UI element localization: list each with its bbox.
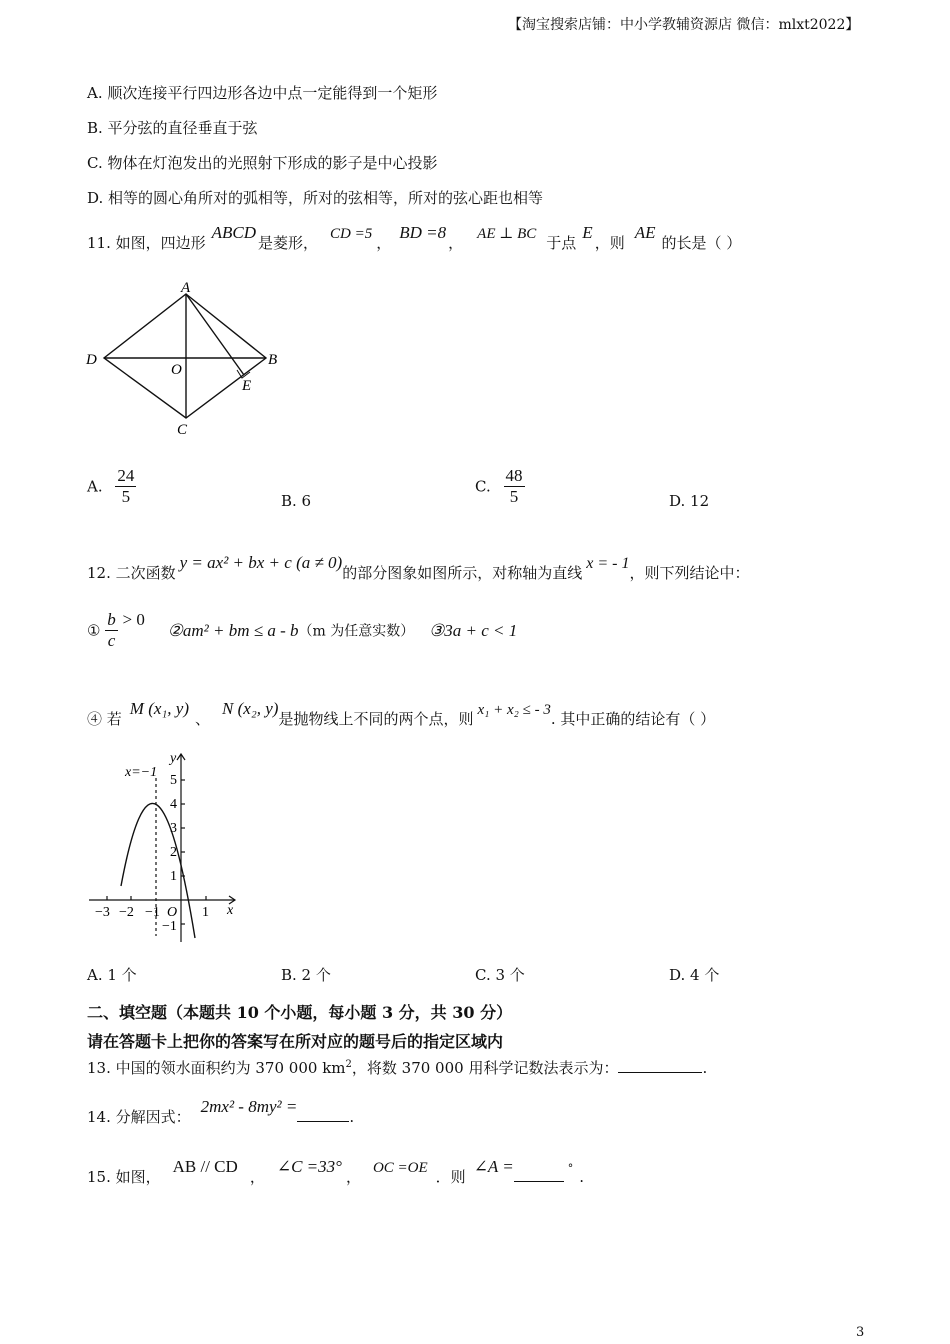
q11-option-c [475, 466, 525, 507]
q12-c4-ineq: x₁ + x₂ ≤ - 3 [477, 702, 551, 718]
y-tick-5: 5 [170, 773, 177, 788]
q10-option-a: A. 顺次连接平行四边形各边中点一定能得到一个矩形 [87, 84, 438, 102]
segment-ae [186, 294, 244, 375]
q11-then: ，则 [594, 234, 625, 252]
label-o: O [171, 362, 182, 378]
q15-parallel: AB // CD [172, 1157, 238, 1176]
q11-prefix: 11. 如图，四边形 [87, 234, 206, 252]
q12-prefix: 12. 二次函数 [87, 564, 176, 582]
q14-expr: 2mx² - 8my² = [200, 1097, 298, 1116]
q13-answer-blank[interactable] [618, 1058, 702, 1073]
q12-tail: ，则下列结论中： [629, 564, 750, 582]
q12-c4-tail: . 其中正确的结论有（ ） [550, 710, 716, 728]
q11-option-a [87, 466, 136, 507]
q15-then: ．则 [435, 1168, 466, 1186]
q15-comma1: ， [249, 1168, 265, 1186]
q12-conclusions-123 [87, 610, 517, 651]
section2-title: 二、填空题（本题共 10 个小题，每小题 3 分，共 30 分） [87, 1003, 513, 1022]
label-d: D [86, 352, 97, 368]
section2-instruction: 请在答题卡上把你的答案写在所对应的题号后的指定区域内 [87, 1032, 504, 1051]
x-tick-minus3: −3 [95, 905, 110, 920]
graph-origin-label: O [167, 905, 178, 920]
q11-is-rhombus: 是菱形， [258, 234, 319, 252]
q10-option-c: C. 物体在灯泡发出的光照射下形成的影子是中心投影 [87, 154, 438, 172]
q15-angle-a: ∠A = [473, 1157, 514, 1176]
q12-option-c: C. 3 个 [475, 966, 525, 984]
q11-option-d: D. 12 [669, 492, 710, 510]
q11-option-a-label: A. [87, 477, 103, 496]
header-store-info: 【淘宝搜索店铺：中小学教辅资源店 微信：mlxt2022】 [508, 17, 860, 33]
q14-prefix: 14. 分解因式： [87, 1108, 191, 1126]
q12-n-point: N (x₂, y) [222, 699, 279, 718]
y-tick-1: 1 [170, 869, 177, 884]
q12-mid: 的部分图象如图所示，对称轴为直线 [342, 564, 583, 582]
q11-option-c-den: 5 [509, 487, 519, 506]
q11-comma2: ， [448, 234, 464, 252]
q11-e: E [582, 223, 593, 242]
q13-end: . [702, 1059, 708, 1077]
q13-rest: ，将数 370 000 用科学记数法表示为： [351, 1059, 619, 1077]
graph-y-label: y [170, 751, 177, 766]
q14-answer-blank[interactable] [297, 1107, 349, 1122]
q13 [87, 1057, 707, 1078]
q12-conclusion-4 [87, 699, 716, 729]
label-e: E [242, 378, 252, 394]
q12-function: y = ax² + bx + c (a ≠ 0) [179, 553, 343, 572]
q11-bd: BD =8 [399, 223, 447, 242]
q11-tail: 的长是（ ） [661, 234, 742, 252]
y-tick-4: 4 [170, 797, 177, 812]
q12-c1-den: c [107, 631, 116, 650]
q12-option-a: A. 1 个 [87, 966, 137, 984]
q11-option-b: B. 6 [281, 492, 312, 510]
q11-option-c-num: 48 [505, 466, 523, 485]
q11-ae: AE [634, 223, 656, 242]
x-tick-minus2: −2 [119, 905, 134, 920]
y-tick-3: 3 [170, 821, 177, 836]
q12-c1-rest: > 0 [122, 609, 145, 629]
q10-option-b: B. 平分弦的直径垂直于弦 [87, 119, 258, 137]
q15-oc-oe: OC =OE [372, 1160, 428, 1176]
q11-perp: AE ⊥ BC [477, 226, 537, 242]
q12-parabola-graph [85, 748, 255, 948]
q15-end: . [579, 1168, 585, 1186]
q15-angle-c: ∠C =33° [276, 1157, 342, 1176]
q11-comma1: ， [376, 234, 392, 252]
q12-c1-num: b [107, 610, 116, 629]
q11-abcd: ABCD [211, 223, 257, 242]
q12-stem [87, 553, 750, 583]
rhombus-outline [104, 294, 266, 418]
x-tick-minus1: −1 [145, 905, 160, 920]
q11-cd: CD =5 [330, 226, 373, 242]
q10-option-d: D. 相等的圆心角所对的弧相等，所对的弦相等，所对的弦心距也相等 [87, 189, 544, 207]
q11-option-c-label: C. [475, 477, 491, 496]
q12-sep: 、 [195, 710, 211, 728]
y-tick-2: 2 [170, 845, 177, 860]
q15-degree: ° [567, 1162, 574, 1175]
q11-rhombus-figure [80, 278, 290, 438]
q15-prefix: 15. 如图， [87, 1168, 161, 1186]
label-a: A [181, 280, 191, 296]
q13-text: 13. 中国的领水面积约为 370 000 km [87, 1059, 346, 1077]
page-number: 3 [856, 1325, 865, 1340]
symmetry-axis-label: x=−1 [125, 765, 158, 780]
q11-option-a-den: 5 [121, 487, 131, 506]
x-tick-1: 1 [202, 905, 209, 920]
q12-c1-label: ① [87, 621, 101, 640]
q12-c2-note: （m 为任意实数） [298, 623, 415, 640]
q12-axis: x = - 1 [586, 555, 630, 572]
q12-c4-mid: 是抛物线上不同的两个点，则 [278, 710, 474, 728]
graph-x-label: x [227, 903, 234, 918]
q12-c3: ③3a + c < 1 [429, 620, 518, 640]
label-b: B [268, 352, 278, 368]
q11-option-a-num: 24 [117, 466, 135, 485]
q12-m-point: M (x₁, y) [129, 699, 190, 718]
q11-stem [87, 223, 742, 253]
q12-option-b: B. 2 个 [281, 966, 331, 984]
y-tick-minus1: −1 [162, 919, 177, 934]
q15-answer-blank[interactable] [514, 1167, 564, 1182]
q11-foot: 于点 [546, 234, 577, 252]
q12-c2: ②am² + bm ≤ a - b [167, 620, 299, 640]
q14 [87, 1097, 355, 1127]
q12-option-d: D. 4 个 [669, 966, 720, 984]
q15 [87, 1157, 585, 1187]
q13-sup: 2 [345, 1059, 352, 1070]
q15-comma2: ， [345, 1168, 361, 1186]
label-c: C [177, 422, 188, 438]
q12-c4-prefix: ④ 若 [87, 710, 122, 728]
q14-end: . [349, 1108, 355, 1126]
